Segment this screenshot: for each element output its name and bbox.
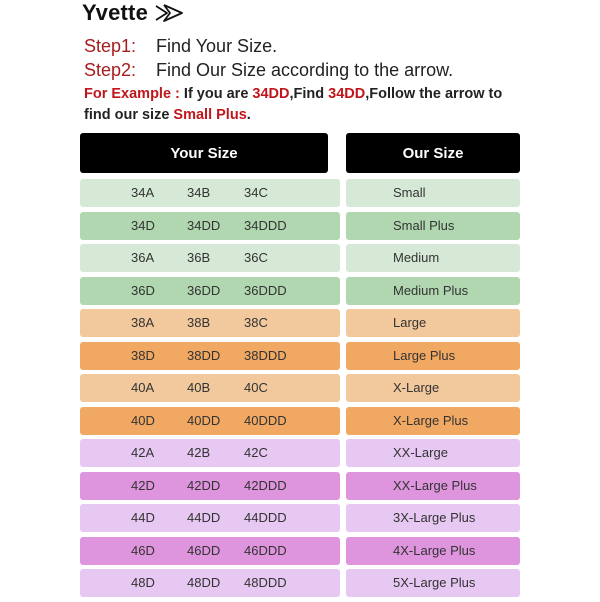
bra-size: 40DD (187, 412, 221, 428)
step-1-label: Step1: (84, 36, 137, 56)
our-size-label: X-Large (393, 380, 440, 395)
table-row (0, 569, 600, 597)
our-size-cell (346, 309, 520, 337)
table-row (0, 244, 600, 272)
our-size-cell (346, 504, 520, 532)
table-row (0, 309, 600, 337)
our-size-cell (346, 277, 520, 305)
our-size-label: Large Plus (393, 347, 456, 363)
our-size-label: Medium (393, 250, 440, 265)
our-size-label: 3X-Large Plus (393, 510, 476, 525)
our-size-label: XX-Large Plus (393, 477, 477, 493)
bra-size: 36B (187, 250, 211, 265)
our-size-label: X-Large Plus (393, 412, 469, 428)
table-row (0, 212, 600, 240)
bra-size: 36A (131, 250, 155, 265)
table-row (0, 374, 600, 402)
bra-size: 36D (131, 282, 155, 298)
example-target: Small Plus (173, 107, 247, 123)
bra-size: 42C (244, 445, 268, 460)
table-row (0, 439, 600, 467)
our-size-label: Medium Plus (393, 282, 469, 298)
our-size-cell (346, 439, 520, 467)
your-size-cell (80, 342, 340, 370)
your-size-cell (80, 407, 340, 435)
example-label: For Example : (84, 86, 180, 102)
table-row (0, 407, 600, 435)
bra-size: 46DDD (244, 542, 287, 558)
bra-size: 44DDD (244, 510, 287, 525)
our-size-label: Small Plus (393, 217, 455, 233)
example-text-3: ,Follow the arrow to find our size (84, 86, 503, 123)
bra-size: 48D (131, 575, 155, 590)
bra-size: 34B (187, 185, 211, 200)
bra-size: 42D (131, 477, 155, 493)
example-text-2: ,Find (289, 86, 329, 102)
your-size-cell (80, 472, 340, 500)
table-row (0, 342, 600, 370)
our-size-cell (346, 374, 520, 402)
example-text-4: . (246, 107, 251, 123)
bra-size: 38B (187, 315, 211, 330)
our-size-label: 5X-Large Plus (393, 575, 476, 590)
bra-size: 34DDD (244, 217, 287, 233)
our-size-label: Large (393, 315, 427, 330)
step-2 (84, 58, 453, 82)
step-2-text: Find Our Size according to the arrow. (156, 60, 454, 80)
bra-size: 40D (131, 412, 155, 428)
bra-size: 44DD (187, 510, 221, 525)
bra-size: 44D (131, 510, 155, 525)
table-row (0, 179, 600, 207)
bra-size: 40A (131, 380, 155, 395)
your-size-cell (80, 439, 340, 467)
our-size-cell (346, 472, 520, 500)
your-size-cell (80, 309, 340, 337)
bra-size: 38DD (187, 347, 221, 363)
bra-size: 40B (187, 380, 211, 395)
our-size-label: XX-Large (393, 445, 448, 460)
our-size-cell (346, 179, 520, 207)
bra-size: 40C (244, 380, 268, 395)
table-row (0, 472, 600, 500)
our-size-cell (346, 244, 520, 272)
bra-size: 48DD (187, 575, 221, 590)
our-size-cell (346, 407, 520, 435)
our-size-cell (346, 537, 520, 565)
bra-size: 40DDD (244, 412, 287, 428)
paper-plane-icon (154, 3, 184, 23)
bra-size: 36DD (187, 282, 221, 298)
your-size-cell (80, 569, 340, 597)
example-size-2: 34DD (328, 86, 366, 102)
brand-logo (82, 0, 184, 26)
example-size: 34DD (252, 86, 290, 102)
your-size-cell (80, 277, 340, 305)
example-text-1: If you are (179, 86, 253, 102)
bra-size: 48DDD (244, 575, 287, 590)
our-size-header: Our Size (346, 133, 520, 173)
bra-size: 38D (131, 347, 155, 363)
your-size-cell (80, 504, 340, 532)
brand-name: Yvette (82, 0, 149, 25)
bra-size: 46D (131, 542, 155, 558)
bra-size: 34A (131, 185, 155, 200)
our-size-cell (346, 569, 520, 597)
our-size-label: Small (393, 185, 426, 200)
bra-size: 42B (187, 445, 211, 460)
bra-size: 38DDD (244, 347, 287, 363)
your-size-cell (80, 244, 340, 272)
our-size-label: 4X-Large Plus (393, 542, 476, 558)
your-size-cell (80, 537, 340, 565)
bra-size: 38A (131, 315, 155, 330)
your-size-header: Your Size (80, 133, 328, 173)
your-size-cell (80, 212, 340, 240)
step-1-text: Find Your Size. (156, 36, 278, 56)
bra-size: 38C (244, 315, 268, 330)
bra-size: 36C (244, 250, 268, 265)
example-note (84, 84, 524, 126)
bra-size: 34DD (187, 217, 221, 233)
bra-size: 34C (244, 185, 268, 200)
our-size-cell (346, 342, 520, 370)
table-row (0, 537, 600, 565)
instructions (84, 34, 453, 82)
your-size-cell (80, 374, 340, 402)
size-table (0, 179, 600, 602)
bra-size: 42DDD (244, 477, 287, 493)
our-size-cell (346, 212, 520, 240)
table-row (0, 504, 600, 532)
step-2-label: Step2: (84, 60, 137, 80)
step-1 (84, 34, 453, 58)
bra-size: 36DDD (244, 282, 287, 298)
bra-size: 46DD (187, 542, 221, 558)
bra-size: 34D (131, 217, 155, 233)
table-row (0, 277, 600, 305)
bra-size: 42A (131, 445, 155, 460)
bra-size: 42DD (187, 477, 221, 493)
your-size-cell (80, 179, 340, 207)
